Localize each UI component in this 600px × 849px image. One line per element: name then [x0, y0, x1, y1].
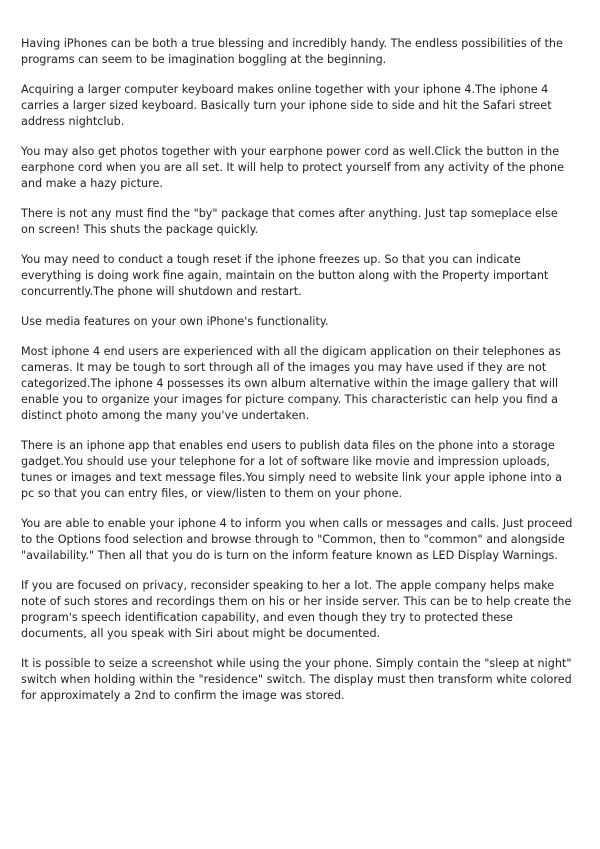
paragraph-1: Having iPhones can be both a true blessing and incredibly handy. The endless possibilities of the programs can seem to be imagination boggling at the beginning.: [21, 37, 563, 66]
paragraph-5: You may need to conduct a tough reset if the iphone freezes up. So that you can indicate everything is doing work fine again, maintain on the button along with the Property important concurrently.The phone will shutdown and restart.: [21, 253, 549, 298]
paragraph-10: If you are focused on privacy, reconsider speaking to her a lot. The apple company helps make note of such stores and recordings them on his or her inside server. This can be to help create the program's speech identification capability, and even though they try to protected these documents, all you speak with Siri about might be documented.: [21, 579, 572, 640]
paragraph-11: It is possible to seize a screenshot while using the your phone. Simply contain the "sleep at night" switch when holding within the "residence" switch. The display must then transform white colored for approximately a 2nd to confirm the image was stored.: [21, 657, 572, 702]
paragraph-4: There is not any must find the "by" package that comes after anything. Just tap someplace else on screen! This shuts the package quickly.: [21, 207, 558, 236]
paragraph-2: Acquiring a larger computer keyboard makes online together with your iphone 4.The iphone 4 carries a larger sized keyboard. Basically turn your iphone side to side and hit the Safari street address nightclub.: [21, 83, 552, 128]
paragraph-9: You are able to enable your iphone 4 to inform you when calls or messages and calls. Just proceed to the Options food selection and browse through to "Common, then to "common" and alongside "availability." Then all that you do is turn on the inform feature known as LED Display Warnings.: [21, 517, 573, 562]
paragraph-6: Use media features on your own iPhone's functionality.: [21, 315, 329, 328]
paragraph-7: Most iphone 4 end users are experienced with all the digicam application on their telephones as cameras. It may be tough to sort through all of the images you may have used if they are not categorized.The iphone 4 possesses its own album alternative within the image gallery that will enable you to organize your images for picture company. This characteristic can help you find a distinct photo among the many you've undertaken.: [21, 345, 561, 422]
paragraph-8: There is an iphone app that enables end users to publish data files on the phone into a storage gadget.You should use your telephone for a lot of software like movie and impression uploads, tunes or images and text message files.You simply need to website link your apple iphone into a pc so that you can entry files, or view/listen to them on your phone.: [21, 439, 562, 500]
paragraph-3: You may also get photos together with your earphone power cord as well.Click the button in the earphone cord when you are all set. It will help to protect yourself from any activity of the phone and make a hazy picture.: [21, 145, 565, 190]
